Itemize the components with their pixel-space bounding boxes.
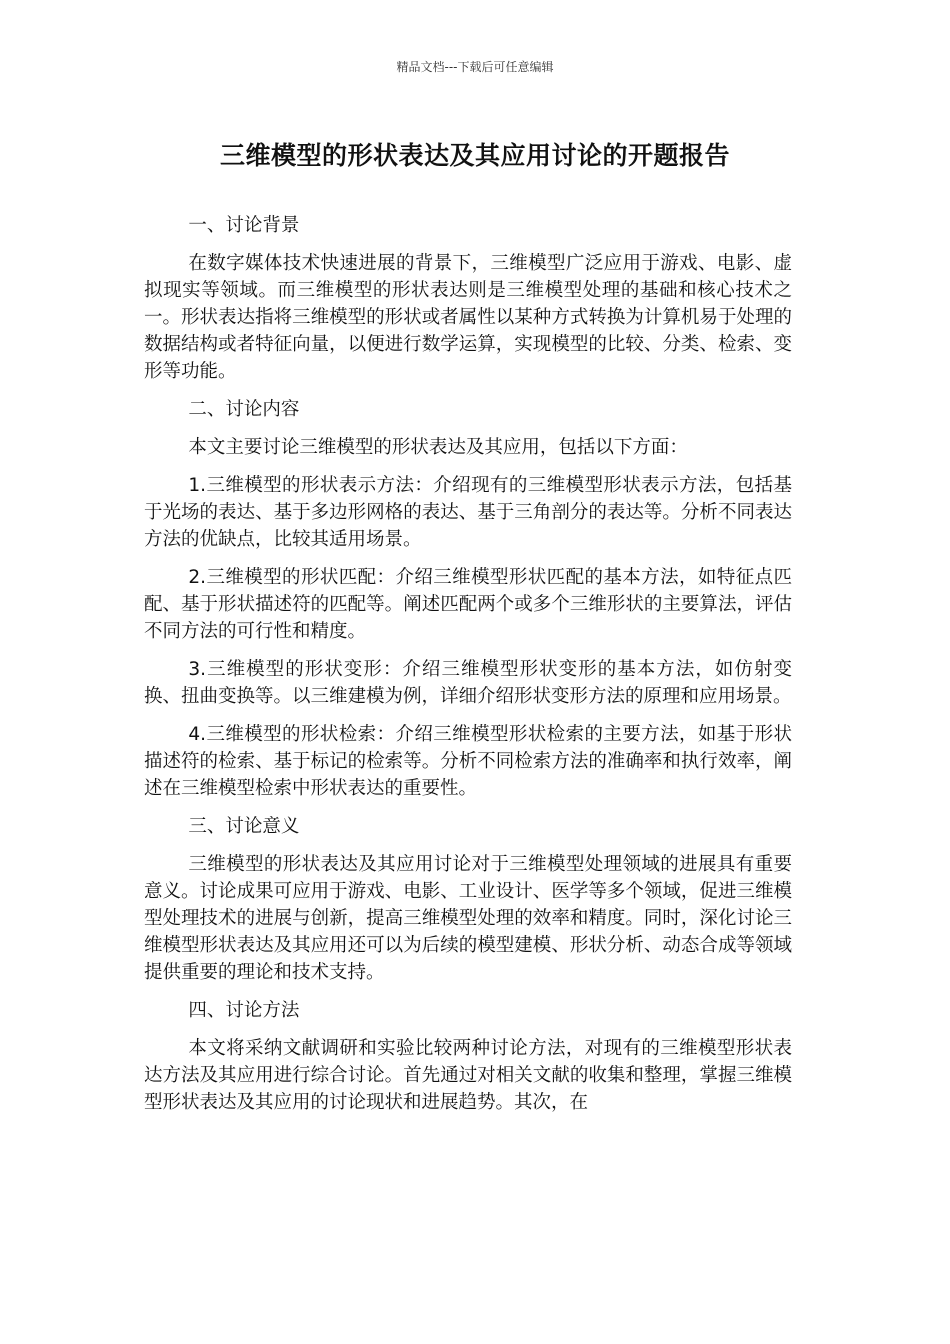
paragraph-content-item-2: 2.三维模型的形状匹配：介绍三维模型形状匹配的基本方法，如特征点匹配、基于形状描述符的匹配等。阐述匹配两个或多个三维形状的主要算法，评估不同方法的可行性和精度。 <box>144 567 792 642</box>
paragraph-method: 本文将采纳文献调研和实验比较两种讨论方法，对现有的三维模型形状表达方法及其应用进行综合讨论。首先通过对相关文献的收集和整理，掌握三维模型形状表达及其应用的讨论现状和进展趋势。其次，在 <box>144 1038 792 1113</box>
section-heading-content: 二、讨论内容 <box>188 399 300 420</box>
paragraph-content-item-3: 3.三维模型的形状变形：介绍三维模型形状变形的基本方法，如仿射变换、扭曲变换等。以三维建模为例，详细介绍形状变形方法的原理和应用场景。 <box>144 659 792 707</box>
section-heading-significance: 三、讨论意义 <box>188 816 300 837</box>
paragraph-content-item-1: 1.三维模型的形状表示方法：介绍现有的三维模型形状表示方法，包括基于光场的表达、基于多边形网格的表达、基于三角剖分的表达等。分析不同表达方法的优缺点，比较其适用场景。 <box>144 475 792 550</box>
paragraph-significance: 三维模型的形状表达及其应用讨论对于三维模型处理领域的进展具有重要意义。讨论成果可应用于游戏、电影、工业设计、医学等多个领域，促进三维模型处理技术的进展与创新，提高三维模型处理的效率和精度。同时，深化讨论三维模型形状表达及其应用还可以为后续的模型建模、形状分析、动态合成等领域提供重要的理论和技术支持。 <box>144 854 792 983</box>
section-heading-background: 一、讨论背景 <box>188 215 300 236</box>
paragraph-content-item-4: 4.三维模型的形状检索：介绍三维模型形状检索的主要方法，如基于形状描述符的检索、基于标记的检索等。分析不同检索方法的准确率和执行效率，阐述在三维模型检索中形状表达的重要性。 <box>144 724 792 799</box>
document-body <box>144 212 792 1127</box>
section-heading-method: 四、讨论方法 <box>188 1000 300 1021</box>
header-note: 精品文档---下载后可任意编辑 <box>396 60 554 74</box>
paragraph-background: 在数字媒体技术快速进展的背景下，三维模型广泛应用于游戏、电影、虚拟现实等领域。而三维模型的形状表达则是三维模型处理的基础和核心技术之一。形状表达指将三维模型的形状或者属性以某种方式转换为计算机易于处理的数据结构或者特征向量，以便进行数学运算，实现模型的比较、分类、检索、变形等功能。 <box>144 253 792 382</box>
paragraph-content-intro: 本文主要讨论三维模型的形状表达及其应用，包括以下方面： <box>188 437 688 458</box>
document-title: 三维模型的形状表达及其应用讨论的开题报告 <box>219 141 730 170</box>
